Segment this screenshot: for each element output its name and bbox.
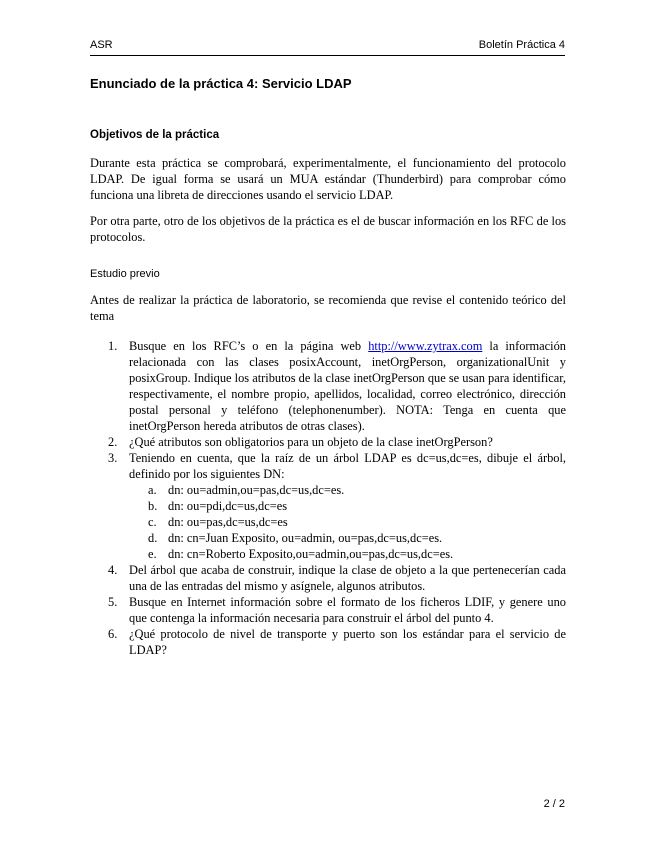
subitem-text: dn: ou=admin,ou=pas,dc=us,dc=es. bbox=[168, 483, 345, 497]
item-number: 5. bbox=[108, 595, 118, 609]
item-number: 6. bbox=[108, 627, 118, 641]
subitem-text: dn: cn=Juan Exposito, ou=admin, ou=pas,dc=us,dc=es. bbox=[168, 531, 443, 545]
subitem-letter: c. bbox=[148, 515, 157, 529]
task-list bbox=[90, 338, 566, 658]
list-item bbox=[90, 562, 566, 594]
objectives-heading: Objetivos de la práctica bbox=[90, 129, 220, 141]
sublist-item bbox=[129, 546, 566, 562]
item-text: ¿Qué atributos son obligatorios para un objeto de la clase inetOrgPerson? bbox=[129, 435, 493, 449]
item-text: Busque en los RFC’s o en la página web bbox=[129, 339, 369, 353]
sublist-item bbox=[129, 514, 566, 530]
list-item bbox=[90, 338, 566, 434]
item-number: 4. bbox=[108, 563, 118, 577]
subitem-letter: b. bbox=[148, 499, 158, 513]
item-number: 2. bbox=[108, 435, 118, 449]
item-text: ¿Qué protocolo de nivel de transporte y puerto son los estándar para el servicio de LDAP? bbox=[129, 627, 566, 657]
subitem-text: dn: ou=pas,dc=us,dc=es bbox=[168, 515, 288, 529]
item-text: Teniendo en cuenta, que la raíz de un árbol LDAP es dc=us,dc=es, dibuje el árbol, definido por los siguientes DN: bbox=[129, 451, 566, 481]
list-item bbox=[90, 450, 566, 562]
dn-sublist bbox=[129, 482, 566, 562]
subitem-letter: d. bbox=[148, 531, 158, 545]
header-bulletin: Boletín Práctica 4 bbox=[478, 39, 565, 51]
list-item bbox=[90, 594, 566, 626]
item-text: Del árbol que acaba de construir, indique la clase de objeto a la que pertenecerían cada una de las entradas del mismo y asígnele, algunos atributos. bbox=[129, 563, 566, 593]
list-item bbox=[90, 626, 566, 658]
objectives-paragraph-2: Por otra parte, otro de los objetivos de la práctica es el de buscar información en los RFC de los protocolos. bbox=[90, 214, 566, 244]
page-number: 2 / 2 bbox=[543, 798, 565, 810]
zytrax-link[interactable]: http://www.zytrax.com bbox=[368, 339, 483, 353]
subitem-letter: a. bbox=[148, 483, 157, 497]
list-item bbox=[90, 434, 566, 450]
sublist-item bbox=[129, 482, 566, 498]
subitem-text: dn: ou=pdi,dc=us,dc=es bbox=[168, 499, 288, 513]
item-number: 1. bbox=[108, 339, 118, 353]
subitem-text: dn: cn=Roberto Exposito,ou=admin,ou=pas,dc=us,dc=es. bbox=[168, 547, 454, 561]
objectives-paragraph-1: Durante esta práctica se comprobará, experimentalmente, el funcionamiento del protocolo LDAP. De igual forma se usará un MUA estándar (Thunderbird) para comprobar cómo funciona una libreta de direcciones usando el servicio LDAP. bbox=[90, 156, 566, 202]
document-title: Enunciado de la práctica 4: Servicio LDAP bbox=[90, 76, 352, 91]
subitem-letter: e. bbox=[148, 547, 157, 561]
item-text: Busque en Internet información sobre el formato de los ficheros LDIF, y genere uno que contenga la información necesaria para construir el árbol del punto 4. bbox=[129, 595, 566, 625]
item-text: la información relacionada con las clases posixAccount, inetOrgPerson, organizationalUnit y posixGroup. Indique los atributos de la clase inetOrgPerson que se usan para identificar, respectivamente, el nombre propio, apellidos, localidad, correo electrónico, dirección postal personal y teléfono (telephonenumber). NOTA: Tenga en cuenta que inetOrgPerson hereda atributos de otras clases). bbox=[129, 339, 566, 433]
prior-study-heading: Estudio previo bbox=[90, 268, 160, 280]
item-number: 3. bbox=[108, 451, 118, 465]
page-header bbox=[90, 37, 565, 56]
sublist-item bbox=[129, 498, 566, 514]
prior-study-intro: Antes de realizar la práctica de laboratorio, se recomienda que revise el contenido teórico del tema bbox=[90, 293, 566, 323]
sublist-item bbox=[129, 530, 566, 546]
header-course: ASR bbox=[90, 39, 113, 51]
